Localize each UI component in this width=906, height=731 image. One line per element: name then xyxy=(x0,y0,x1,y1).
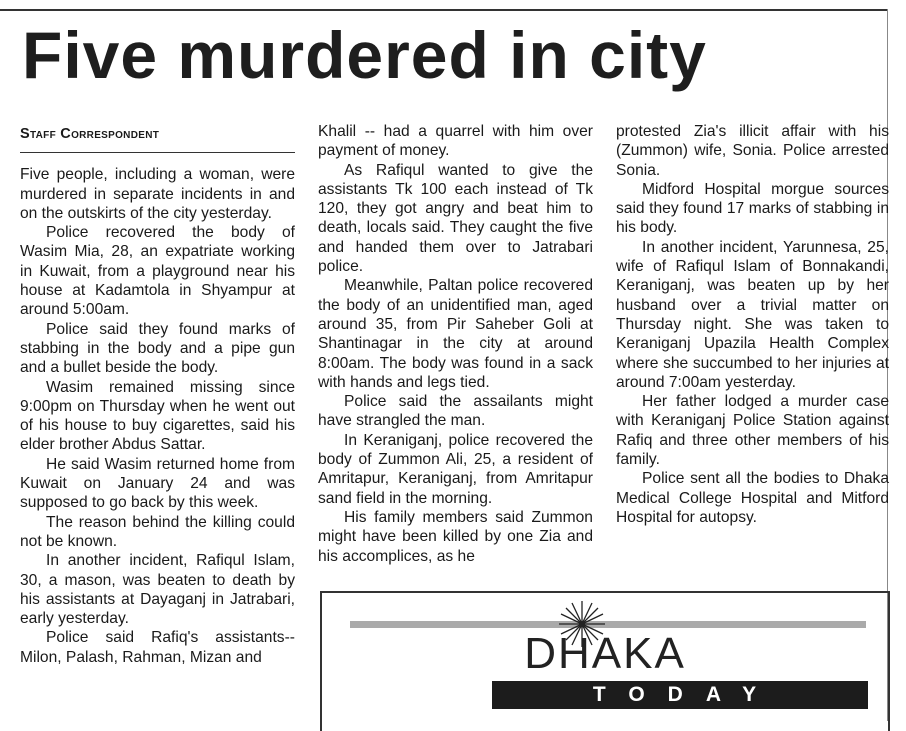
logo-subword: TODAY xyxy=(492,681,868,709)
paragraph: In Keraniganj, police recovered the body of Zummon Ali, 25, a resident of Amritapur, Keraniganj, from Amritapur sand field in the morning. xyxy=(318,431,593,507)
paragraph: Wasim remained missing since 9:00pm on Thursday when he went out of his house to buy cigarettes, said his elder brother Abdus Sattar. xyxy=(20,378,295,454)
headline: Five murdered in city xyxy=(22,18,707,92)
logo-bar xyxy=(350,621,866,628)
paragraph: In another incident, Rafiqul Islam, 30, a mason, was beaten to death by his assistants at Dayaganj in Jatrabari, early yesterday. xyxy=(20,552,295,628)
paragraph: Meanwhile, Paltan police recovered the body of an unidentified man, aged around 35, from Pir Saheber Goli at Shantinagar in the city at around 8:00am. The body was found in a sack with hands and legs tied. xyxy=(318,277,593,391)
paragraph: Police said the assailants might have strangled the man. xyxy=(318,393,593,430)
article-column-2 xyxy=(318,122,593,566)
paragraph: Police said they found marks of stabbing in the body and a pipe gun and a bullet beside the body. xyxy=(20,320,295,377)
paragraph: Khalil -- had a quarrel with him over payment of money. xyxy=(318,123,593,160)
paragraph: Midford Hospital morgue sources said they found 17 marks of stabbing in his body. xyxy=(616,180,889,237)
paragraph: His family members said Zummon might have been killed by one Zia and his accomplices, as he xyxy=(318,508,593,565)
dhaka-today-logo-box xyxy=(320,591,890,731)
paragraph: Police recovered the body of Wasim Mia, 28, an expatriate working in Kuwait, from a playground near his house at Kadamtola in Shyampur at around 5:00am. xyxy=(20,224,295,319)
top-rule xyxy=(0,9,888,11)
article-column-1 xyxy=(20,122,295,667)
logo-wordmark: DHAKA xyxy=(524,629,686,678)
paragraph: Five people, including a woman, were murdered in separate incidents in and on the outskirts of the city yesterday. xyxy=(20,166,295,222)
byline: Staff Correspondent xyxy=(20,122,295,153)
paragraph: As Rafiqul wanted to give the assistants Tk 100 each instead of Tk 120, they got angry and beat him to death, locals said. They caught the five and handed them over to Jatrabari police. xyxy=(318,161,593,276)
article-column-3 xyxy=(616,122,889,527)
paragraph: In another incident, Yarunnesa, 25, wife of Rafiqul Islam of Bonnakandi, Keraniganj, was beaten up by her husband over a trivial matter on Thursday night. She was taken to Keraniganj Upazila Health Complex where she succumbed to her injuries at around 7:00am yesterday. xyxy=(616,238,889,391)
paragraph: Police said Rafiq's assistants-- Milon, Palash, Rahman, Mizan and xyxy=(20,629,295,666)
paragraph: The reason behind the killing could not be known. xyxy=(20,513,295,550)
paragraph: Her father lodged a murder case with Keraniganj Police Station against Rafiq and three other members of his family. xyxy=(616,393,889,469)
paragraph: Police sent all the bodies to Dhaka Medical College Hospital and Mitford Hospital for autopsy. xyxy=(616,470,889,526)
paragraph: protested Zia's illicit affair with his (Zummon) wife, Sonia. Police arrested Sonia. xyxy=(616,123,889,179)
paragraph: He said Wasim returned home from Kuwait on January 24 and was supposed to go back by this week. xyxy=(20,455,295,512)
